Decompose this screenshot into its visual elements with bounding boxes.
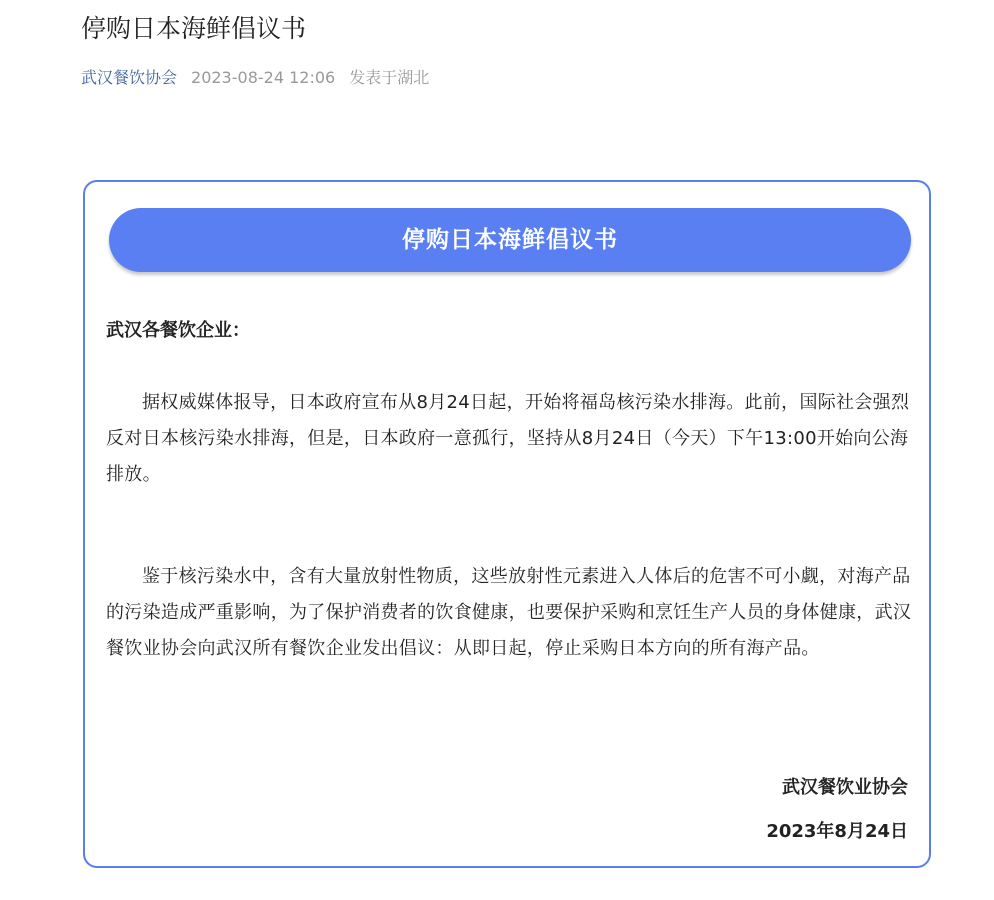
signature-date: 2023年8月24日 bbox=[766, 821, 908, 842]
publish-time: 2023-08-24 12:06 bbox=[191, 68, 336, 87]
greeting: 武汉各餐饮企业： bbox=[106, 320, 250, 341]
paragraph-1: 据权威媒体报导，日本政府宣布从8月24日起，开始将福岛核污染水排海。此前，国际社会强烈反对日本核污染水排海，但是，日本政府一意孤行，坚持从8月24日（今天）下午13:00开始向公海排放。 bbox=[106, 392, 910, 485]
banner-title: 停购日本海鲜倡议书 bbox=[402, 227, 618, 253]
signature-organization: 武汉餐饮业协会 bbox=[782, 777, 908, 798]
paragraph-2: 鉴于核污染水中，含有大量放射性物质，这些放射性元素进入人体后的危害不可小觑，对海产品的污染造成严重影响，为了保护消费者的饮食健康，也要保护采购和烹饪生产人员的身体健康，武汉餐饮业协会向武汉所有餐饮企业发出倡议：从即日起，停止采购日本方向的所有海产品。 bbox=[106, 566, 912, 659]
proposal-card bbox=[83, 180, 931, 868]
page-title: 停购日本海鲜倡议书 bbox=[81, 14, 307, 43]
article-meta bbox=[81, 66, 429, 90]
publish-location: 发表于湖北 bbox=[349, 68, 430, 87]
proposal-banner bbox=[109, 208, 911, 272]
author-link[interactable]: 武汉餐饮协会 bbox=[81, 68, 178, 87]
